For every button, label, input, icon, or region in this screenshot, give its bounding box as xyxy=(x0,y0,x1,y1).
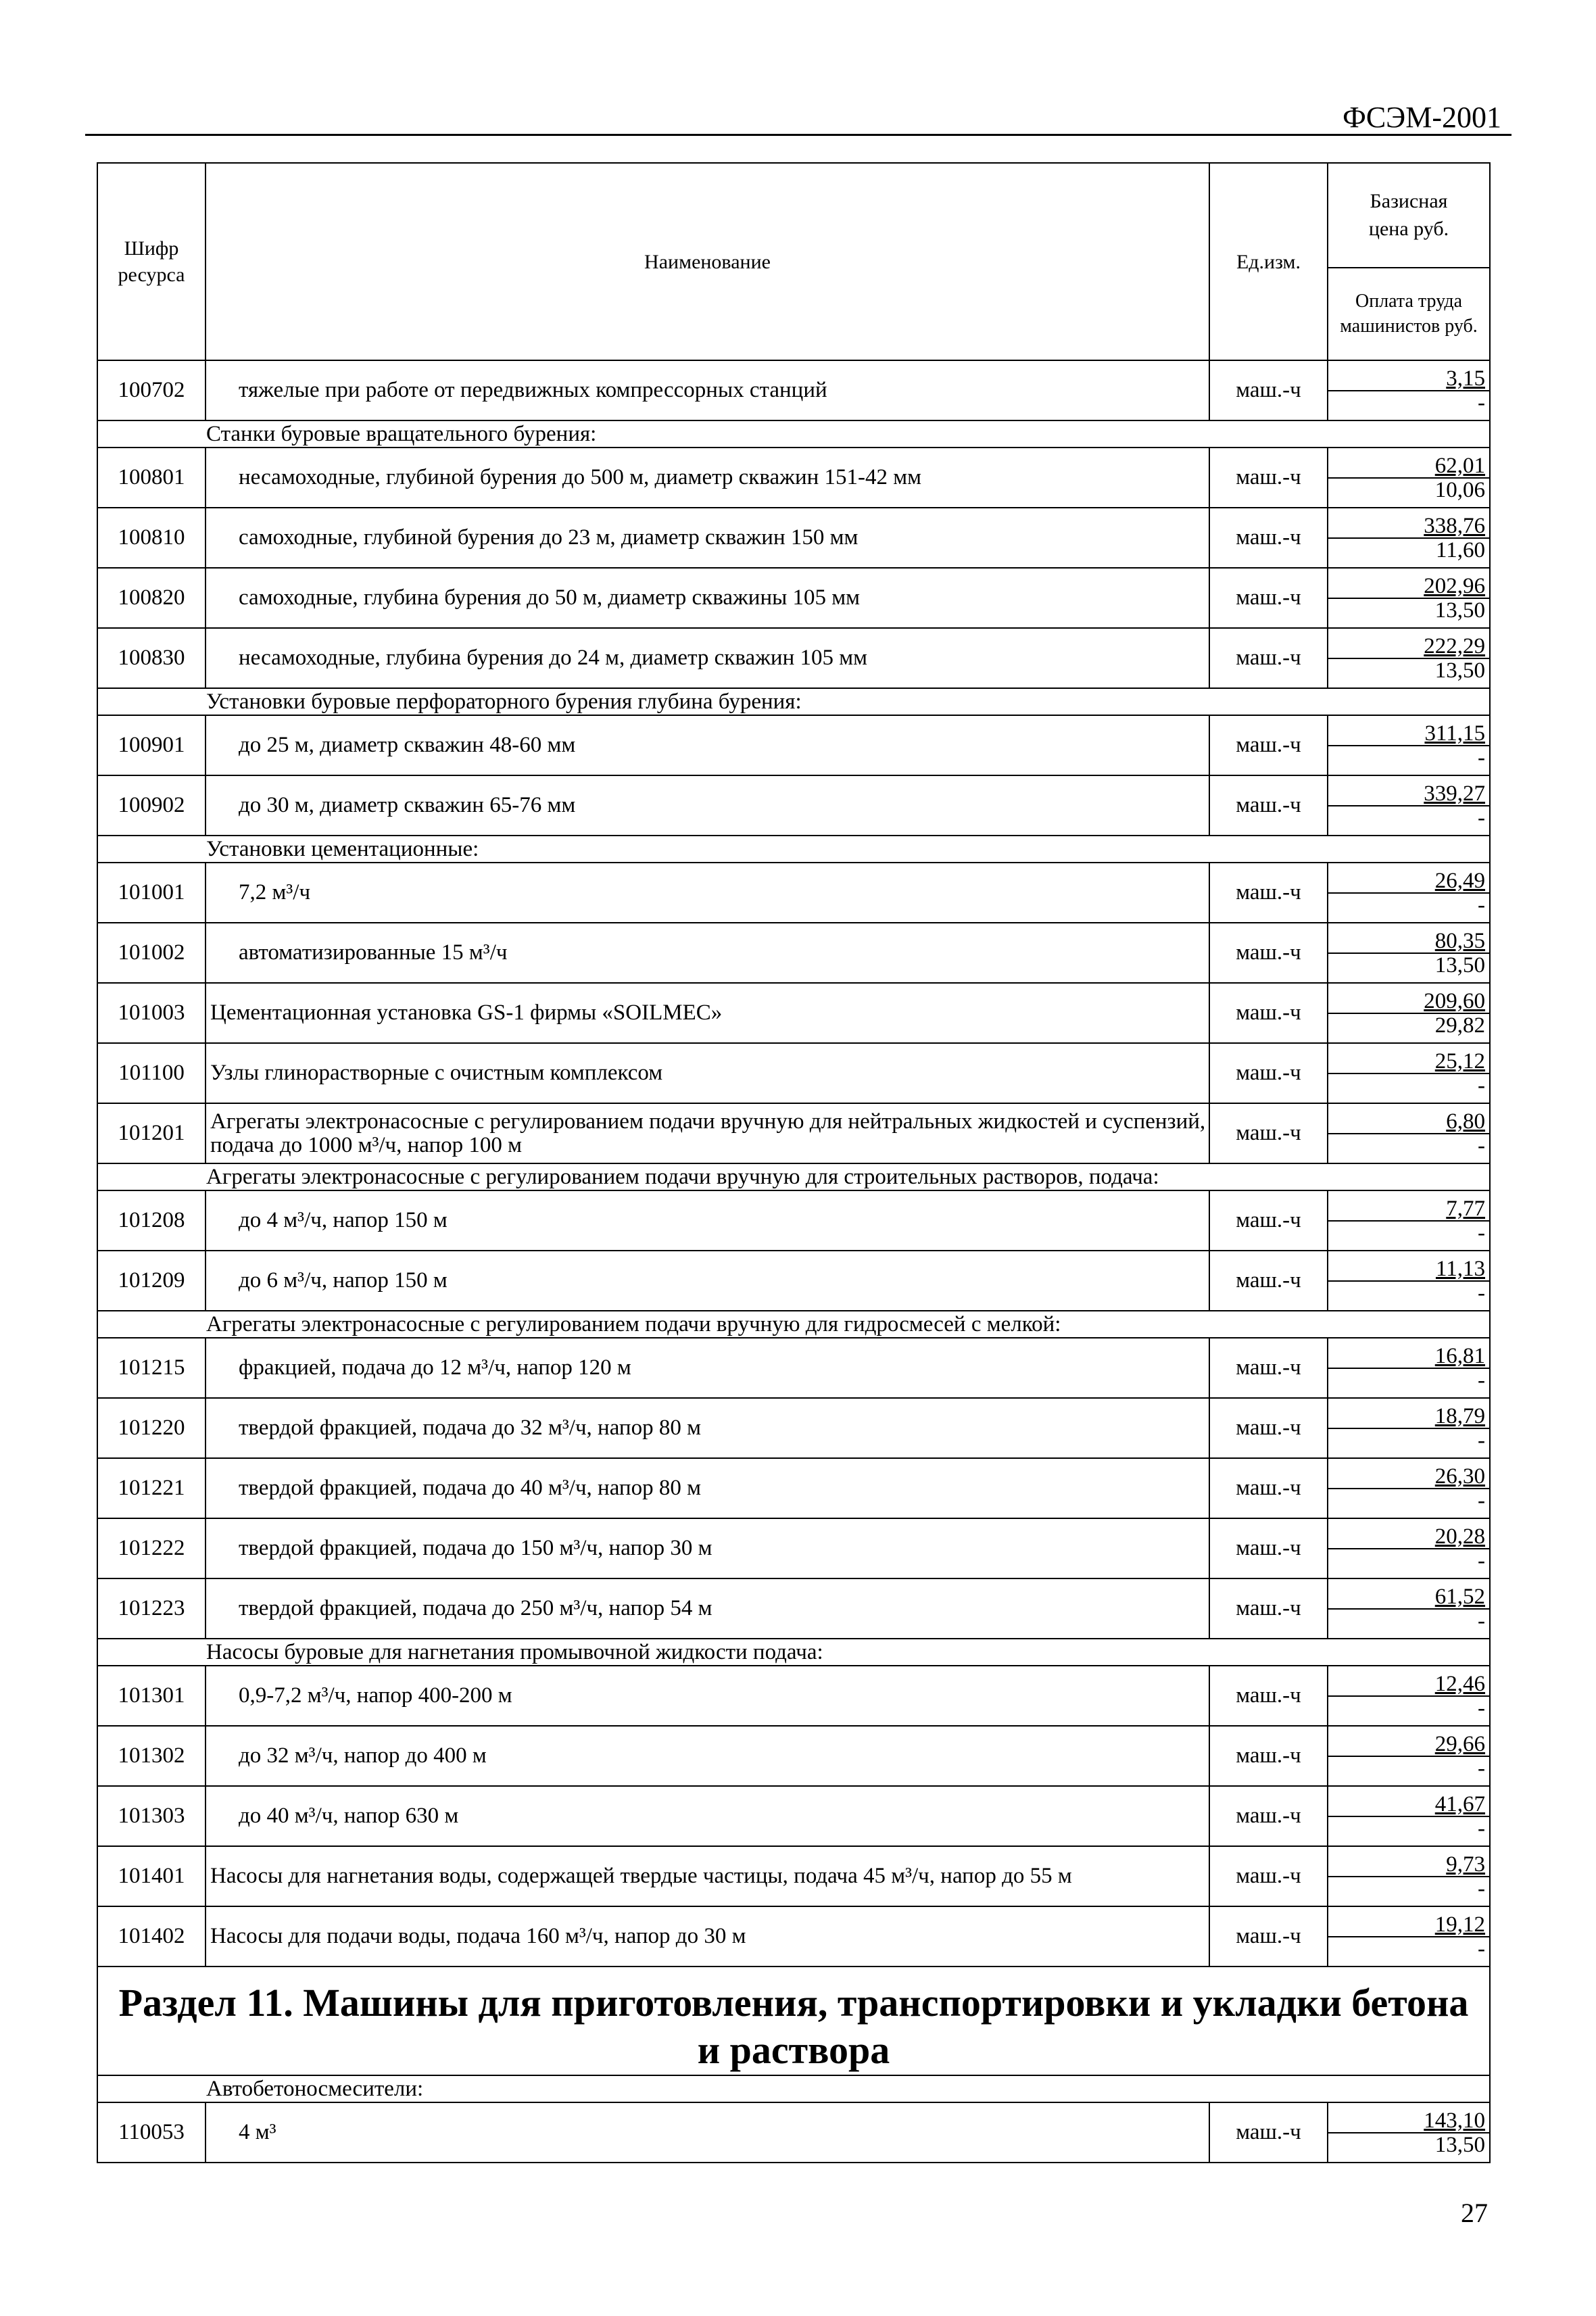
resource-name: твердой фракцией, подача до 250 м³/ч, напор 54 м xyxy=(205,1578,1209,1639)
resource-name: Агрегаты электронасосные с регулированием подачи вручную для нейтральных жидкостей и суспензий, подача до 1000 м³/ч, напор 100 м xyxy=(205,1103,1209,1163)
price-box xyxy=(1328,1727,1489,1785)
header-rule xyxy=(85,134,1512,136)
price-box xyxy=(1328,1399,1489,1457)
price-cell xyxy=(1328,1190,1490,1251)
price-cell xyxy=(1328,775,1490,836)
unit: маш.-ч xyxy=(1209,1666,1328,1726)
resource-code: 101100 xyxy=(97,1043,205,1103)
base-price-wrap xyxy=(1328,2103,1489,2133)
price-cell xyxy=(1328,2102,1490,2163)
resource-code: 101220 xyxy=(97,1398,205,1458)
base-price: 16,81 xyxy=(1434,1343,1485,1368)
price-cell xyxy=(1328,923,1490,983)
price-box xyxy=(1328,776,1489,835)
resource-code: 101223 xyxy=(97,1578,205,1639)
price-box xyxy=(1328,1338,1489,1397)
group-row xyxy=(97,688,1490,715)
base-price-wrap xyxy=(1328,1727,1489,1757)
table-row xyxy=(97,983,1490,1043)
resource-name: несамоходные, глубина бурения до 24 м, диаметр скважин 105 мм xyxy=(205,628,1209,688)
price-box xyxy=(1328,1519,1489,1578)
price-cell xyxy=(1328,1786,1490,1846)
price-cell xyxy=(1328,863,1490,923)
resource-name: Цементационная установка GS-1 фирмы «SOILMEC» xyxy=(205,983,1209,1043)
price-box xyxy=(1328,1847,1489,1906)
resource-name: Насосы для нагнетания воды, содержащей твердые частицы, подача 45 м³/ч, напор до 55 м xyxy=(205,1846,1209,1906)
header-price-text: Базисная цена руб. xyxy=(1368,190,1449,240)
base-price: 61,52 xyxy=(1434,1584,1485,1609)
base-price-wrap xyxy=(1328,1459,1489,1489)
table-row xyxy=(97,1338,1490,1398)
resource-name: 4 м³ xyxy=(205,2102,1209,2163)
price-box xyxy=(1328,569,1489,627)
price-cell xyxy=(1328,1578,1490,1639)
unit: маш.-ч xyxy=(1209,983,1328,1043)
resource-code: 101221 xyxy=(97,1458,205,1518)
operator-wage: - xyxy=(1478,1816,1485,1841)
unit: маш.-ч xyxy=(1209,1906,1328,1967)
resource-code: 100901 xyxy=(97,715,205,775)
resource-name: до 40 м³/ч, напор 630 м xyxy=(205,1786,1209,1846)
price-cell xyxy=(1328,715,1490,775)
unit: маш.-ч xyxy=(1209,775,1328,836)
base-price: 25,12 xyxy=(1434,1048,1485,1073)
unit: маш.-ч xyxy=(1209,1103,1328,1163)
table-row xyxy=(97,1043,1490,1103)
unit: маш.-ч xyxy=(1209,923,1328,983)
table-row xyxy=(97,628,1490,688)
resource-code: 100830 xyxy=(97,628,205,688)
base-price-wrap xyxy=(1328,716,1489,746)
resource-code: 101302 xyxy=(97,1726,205,1786)
resource-code: 100902 xyxy=(97,775,205,836)
operator-wage: 13,50 xyxy=(1434,598,1485,623)
resource-code: 101001 xyxy=(97,863,205,923)
unit: маш.-ч xyxy=(1209,863,1328,923)
base-price: 62,01 xyxy=(1434,453,1485,478)
group-title: Агрегаты электронасосные с регулированием подачи вручную для строительных растворов, подача: xyxy=(97,1163,1490,1190)
header-price xyxy=(1328,163,1490,268)
base-price-wrap xyxy=(1328,1519,1489,1549)
base-price-wrap xyxy=(1328,1579,1489,1610)
resource-name: автоматизированные 15 м³/ч xyxy=(205,923,1209,983)
unit: маш.-ч xyxy=(1209,1043,1328,1103)
base-price-wrap xyxy=(1328,1104,1489,1134)
resource-code: 100820 xyxy=(97,568,205,628)
base-price: 7,77 xyxy=(1446,1196,1485,1221)
group-title: Установки цементационные: xyxy=(97,836,1490,863)
operator-wage: 11,60 xyxy=(1435,537,1485,562)
operator-wage: - xyxy=(1478,1280,1485,1305)
table-row xyxy=(97,775,1490,836)
price-cell xyxy=(1328,568,1490,628)
table-row xyxy=(97,2102,1490,2163)
base-price-wrap xyxy=(1328,508,1489,539)
unit: маш.-ч xyxy=(1209,2102,1328,2163)
resource-name: до 30 м, диаметр скважин 65-76 мм xyxy=(205,775,1209,836)
group-title: Станки буровые вращательного бурения: xyxy=(97,420,1490,448)
base-price: 143,10 xyxy=(1424,2108,1485,2133)
base-price: 20,28 xyxy=(1434,1524,1485,1549)
base-price-wrap xyxy=(1328,569,1489,599)
header-name: Наименование xyxy=(205,163,1209,360)
price-box xyxy=(1328,1787,1489,1845)
table-row xyxy=(97,1103,1490,1163)
operator-wage: 29,82 xyxy=(1434,1013,1485,1038)
resource-name: твердой фракцией, подача до 40 м³/ч, напор 80 м xyxy=(205,1458,1209,1518)
resource-code: 101201 xyxy=(97,1103,205,1163)
price-box xyxy=(1328,1907,1489,1966)
base-price: 19,12 xyxy=(1434,1912,1485,1937)
operator-wage: - xyxy=(1478,1695,1485,1720)
price-cell xyxy=(1328,508,1490,568)
operator-wage: 10,06 xyxy=(1434,477,1485,502)
resource-table xyxy=(97,162,1491,2163)
base-price-wrap xyxy=(1328,1399,1489,1429)
base-price-wrap xyxy=(1328,1907,1489,1937)
base-price-wrap xyxy=(1328,776,1489,806)
operator-wage: - xyxy=(1478,1548,1485,1573)
unit: маш.-ч xyxy=(1209,1251,1328,1311)
table-row xyxy=(97,568,1490,628)
resource-name: Насосы для подачи воды, подача 160 м³/ч, напор до 30 м xyxy=(205,1906,1209,1967)
header-labor-text: Оплата труда машинистов руб. xyxy=(1340,291,1478,337)
operator-wage: - xyxy=(1478,1368,1485,1393)
base-price: 209,60 xyxy=(1424,988,1485,1013)
price-cell xyxy=(1328,1906,1490,1967)
operator-wage: - xyxy=(1478,1133,1485,1158)
group-row xyxy=(97,1163,1490,1190)
table-row xyxy=(97,1578,1490,1639)
price-box xyxy=(1328,923,1489,982)
price-cell xyxy=(1328,1398,1490,1458)
table-row xyxy=(97,1666,1490,1726)
price-box xyxy=(1328,716,1489,775)
table-row xyxy=(97,360,1490,420)
operator-wage: 13,50 xyxy=(1434,2132,1485,2157)
operator-wage: 13,50 xyxy=(1434,658,1485,683)
base-price-wrap xyxy=(1328,1847,1489,1877)
price-box xyxy=(1328,1104,1489,1163)
operator-wage: - xyxy=(1478,1756,1485,1781)
header-unit: Ед.изм. xyxy=(1209,163,1328,360)
price-box xyxy=(1328,1044,1489,1103)
base-price: 41,67 xyxy=(1434,1791,1485,1816)
base-price: 3,15 xyxy=(1446,366,1485,391)
section-title: Раздел 11. Машины для приготовления, транспортировки и укладки бетона и раствора xyxy=(97,1967,1490,2075)
base-price-wrap xyxy=(1328,1787,1489,1817)
base-price-wrap xyxy=(1328,863,1489,894)
resource-name: твердой фракцией, подача до 32 м³/ч, напор 80 м xyxy=(205,1398,1209,1458)
resource-code: 100810 xyxy=(97,508,205,568)
price-box xyxy=(1328,508,1489,567)
base-price-wrap xyxy=(1328,361,1489,391)
unit: маш.-ч xyxy=(1209,1846,1328,1906)
operator-wage: - xyxy=(1478,1428,1485,1453)
operator-wage: - xyxy=(1478,390,1485,415)
price-box xyxy=(1328,1251,1489,1310)
table-row xyxy=(97,508,1490,568)
resource-name: фракцией, подача до 12 м³/ч, напор 120 м xyxy=(205,1338,1209,1398)
resource-code: 101208 xyxy=(97,1190,205,1251)
price-cell xyxy=(1328,1338,1490,1398)
operator-wage: - xyxy=(1478,745,1485,770)
base-price: 26,49 xyxy=(1434,868,1485,893)
table-row xyxy=(97,1518,1490,1578)
operator-wage: - xyxy=(1478,1608,1485,1633)
operator-wage: - xyxy=(1478,1936,1485,1961)
base-price: 29,66 xyxy=(1434,1731,1485,1756)
base-price-wrap xyxy=(1328,629,1489,659)
section-row xyxy=(97,1967,1490,2075)
resource-code: 101209 xyxy=(97,1251,205,1311)
resource-code: 101303 xyxy=(97,1786,205,1846)
price-box xyxy=(1328,1191,1489,1250)
operator-wage: - xyxy=(1478,805,1485,830)
base-price-wrap xyxy=(1328,984,1489,1014)
page-number: 27 xyxy=(1461,2198,1488,2228)
table-body xyxy=(97,163,1490,2163)
resource-code: 101215 xyxy=(97,1338,205,1398)
base-price: 12,46 xyxy=(1434,1671,1485,1696)
operator-wage: - xyxy=(1478,892,1485,917)
table-header-row xyxy=(97,163,1490,268)
price-cell xyxy=(1328,1666,1490,1726)
resource-name: 0,9-7,2 м³/ч, напор 400-200 м xyxy=(205,1666,1209,1726)
unit: маш.-ч xyxy=(1209,508,1328,568)
price-box xyxy=(1328,863,1489,922)
base-price-wrap xyxy=(1328,923,1489,954)
operator-wage: - xyxy=(1478,1220,1485,1245)
price-cell xyxy=(1328,360,1490,420)
table-row xyxy=(97,1190,1490,1251)
base-price: 222,29 xyxy=(1424,633,1485,658)
base-price: 26,30 xyxy=(1434,1464,1485,1489)
table-row xyxy=(97,1398,1490,1458)
table-row xyxy=(97,1786,1490,1846)
price-cell xyxy=(1328,1518,1490,1578)
base-price: 339,27 xyxy=(1424,781,1485,806)
group-row xyxy=(97,420,1490,448)
table-row xyxy=(97,1458,1490,1518)
header-code xyxy=(97,163,205,360)
unit: маш.-ч xyxy=(1209,1190,1328,1251)
table-row xyxy=(97,715,1490,775)
resource-name: несамоходные, глубиной бурения до 500 м, диаметр скважин 151-42 мм xyxy=(205,448,1209,508)
price-box xyxy=(1328,1459,1489,1518)
table-row xyxy=(97,1906,1490,1967)
unit: маш.-ч xyxy=(1209,1398,1328,1458)
price-cell xyxy=(1328,1103,1490,1163)
price-cell xyxy=(1328,628,1490,688)
resource-name: самоходные, глубина бурения до 50 м, диаметр скважины 105 мм xyxy=(205,568,1209,628)
group-title: Агрегаты электронасосные с регулированием подачи вручную для гидросмесей с мелкой: xyxy=(97,1311,1490,1338)
operator-wage: - xyxy=(1478,1876,1485,1901)
price-cell xyxy=(1328,1043,1490,1103)
base-price-wrap xyxy=(1328,1191,1489,1222)
price-box xyxy=(1328,984,1489,1042)
price-box xyxy=(1328,448,1489,507)
group-row xyxy=(97,836,1490,863)
price-box xyxy=(1328,2103,1489,2162)
resource-code: 101222 xyxy=(97,1518,205,1578)
base-price: 18,79 xyxy=(1434,1403,1485,1428)
resource-name: до 4 м³/ч, напор 150 м xyxy=(205,1190,1209,1251)
base-price: 80,35 xyxy=(1434,928,1485,953)
operator-wage: 13,50 xyxy=(1434,952,1485,978)
resource-name: твердой фракцией, подача до 150 м³/ч, напор 30 м xyxy=(205,1518,1209,1578)
table-row xyxy=(97,863,1490,923)
base-price: 338,76 xyxy=(1424,513,1485,538)
resource-code: 101401 xyxy=(97,1846,205,1906)
unit: маш.-ч xyxy=(1209,360,1328,420)
resource-code: 100801 xyxy=(97,448,205,508)
resource-name: Узлы глинорастворные с очистным комплексом xyxy=(205,1043,1209,1103)
unit: маш.-ч xyxy=(1209,715,1328,775)
resource-code: 101003 xyxy=(97,983,205,1043)
base-price-wrap xyxy=(1328,448,1489,479)
unit: маш.-ч xyxy=(1209,568,1328,628)
operator-wage: - xyxy=(1478,1488,1485,1513)
base-price-wrap xyxy=(1328,1666,1489,1697)
unit: маш.-ч xyxy=(1209,1458,1328,1518)
resource-code: 100702 xyxy=(97,360,205,420)
base-price: 202,96 xyxy=(1424,573,1485,598)
price-cell xyxy=(1328,1846,1490,1906)
price-box xyxy=(1328,361,1489,420)
group-title: Автобетоносмесители: xyxy=(97,2075,1490,2102)
unit: маш.-ч xyxy=(1209,1726,1328,1786)
price-cell xyxy=(1328,1458,1490,1518)
unit: маш.-ч xyxy=(1209,448,1328,508)
base-price: 9,73 xyxy=(1446,1852,1485,1877)
unit: маш.-ч xyxy=(1209,1786,1328,1846)
price-cell xyxy=(1328,448,1490,508)
resource-name: тяжелые при работе от передвижных компрессорных станций xyxy=(205,360,1209,420)
unit: маш.-ч xyxy=(1209,1578,1328,1639)
group-title: Установки буровые перфораторного бурения глубина бурения: xyxy=(97,688,1490,715)
resource-name: 7,2 м³/ч xyxy=(205,863,1209,923)
resource-name: до 32 м³/ч, напор до 400 м xyxy=(205,1726,1209,1786)
resource-code: 110053 xyxy=(97,2102,205,2163)
price-box xyxy=(1328,1666,1489,1725)
resource-name: до 6 м³/ч, напор 150 м xyxy=(205,1251,1209,1311)
price-cell xyxy=(1328,1726,1490,1786)
table-row xyxy=(97,1846,1490,1906)
base-price-wrap xyxy=(1328,1338,1489,1369)
group-row xyxy=(97,1311,1490,1338)
table-row xyxy=(97,1726,1490,1786)
group-row xyxy=(97,2075,1490,2102)
group-row xyxy=(97,1639,1490,1666)
header-code-text: Шифр ресурса xyxy=(118,237,185,286)
table-row xyxy=(97,448,1490,508)
resource-name: до 25 м, диаметр скважин 48-60 мм xyxy=(205,715,1209,775)
group-title: Насосы буровые для нагнетания промывочной жидкости подача: xyxy=(97,1639,1490,1666)
resource-code: 101402 xyxy=(97,1906,205,1967)
resource-code: 101301 xyxy=(97,1666,205,1726)
price-box xyxy=(1328,629,1489,687)
unit: маш.-ч xyxy=(1209,1518,1328,1578)
base-price: 11,13 xyxy=(1435,1256,1485,1281)
resource-code: 101002 xyxy=(97,923,205,983)
base-price-wrap xyxy=(1328,1044,1489,1074)
table-row xyxy=(97,923,1490,983)
header-labor xyxy=(1328,268,1490,360)
price-cell xyxy=(1328,983,1490,1043)
resource-name: самоходные, глубиной бурения до 23 м, диаметр скважин 150 мм xyxy=(205,508,1209,568)
price-box xyxy=(1328,1579,1489,1638)
unit: маш.-ч xyxy=(1209,628,1328,688)
unit: маш.-ч xyxy=(1209,1338,1328,1398)
price-cell xyxy=(1328,1251,1490,1311)
base-price: 311,15 xyxy=(1424,721,1485,746)
operator-wage: - xyxy=(1478,1073,1485,1098)
base-price-wrap xyxy=(1328,1251,1489,1282)
base-price: 6,80 xyxy=(1446,1109,1485,1134)
table-row xyxy=(97,1251,1490,1311)
document-code: ФСЭМ-2001 xyxy=(1343,101,1501,134)
